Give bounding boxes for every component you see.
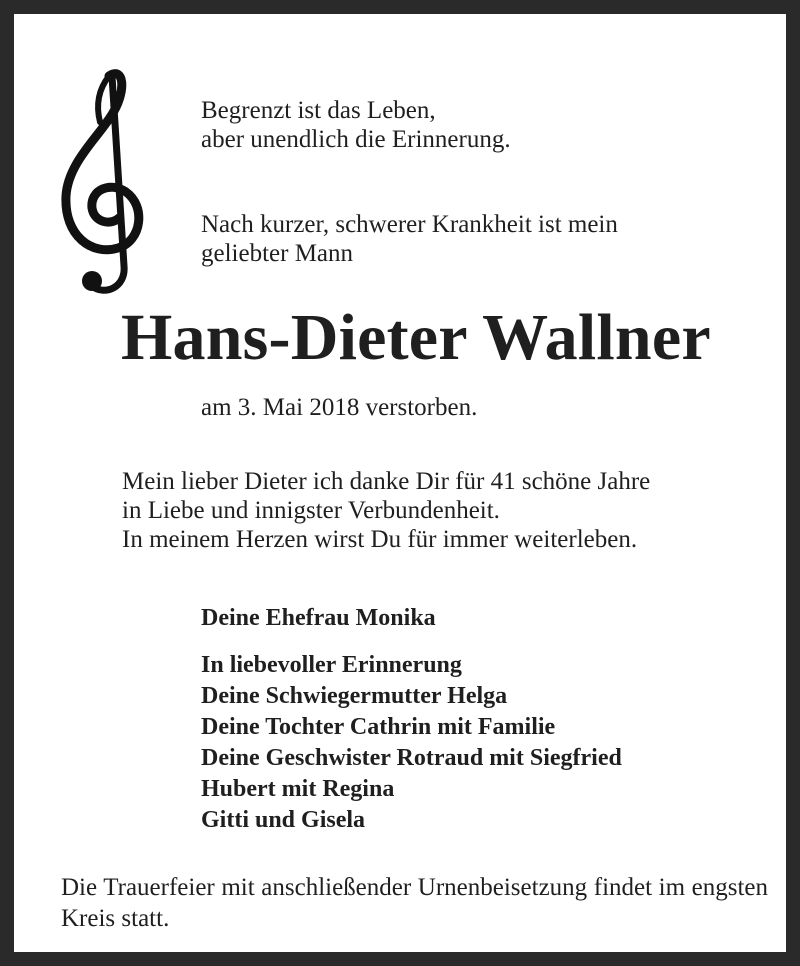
motto-line-1: Begrenzt ist das Leben, xyxy=(201,97,436,124)
mourner-line: Gitti und Gisela xyxy=(201,807,366,833)
motto-line-2: aber unendlich die Erinnerung. xyxy=(201,126,511,153)
message-line-3: In meinem Herzen wirst Du für immer weiterleben. xyxy=(122,526,638,553)
intro-text xyxy=(201,210,618,268)
intro-line-1: Nach kurzer, schwerer Krankheit ist mein xyxy=(201,211,618,238)
treble-clef-icon xyxy=(44,56,154,301)
death-date: am 3. Mai 2018 verstorben. xyxy=(201,394,478,421)
message-line-1: Mein lieber Dieter ich danke Dir für 41 schöne Jahre xyxy=(122,468,651,495)
mourner-line: Deine Schwiegermutter Helga xyxy=(201,683,508,709)
intro-line-2: geliebter Mann xyxy=(201,240,354,267)
mourner-line: Deine Geschwister Rotraud mit Siegfried xyxy=(201,745,622,771)
mourner-line: In liebevoller Erinnerung xyxy=(201,652,462,678)
message-line-2: in Liebe und innigster Verbundenheit. xyxy=(122,497,500,524)
motto xyxy=(201,96,511,154)
deceased-name: Hans-Dieter Wallner xyxy=(121,301,711,374)
mourner-line: Hubert mit Regina xyxy=(201,776,395,802)
mourner-line: Deine Tochter Cathrin mit Familie xyxy=(201,714,556,740)
personal-message xyxy=(122,467,650,554)
mourners-list xyxy=(201,650,622,836)
wife-signature: Deine Ehefrau Monika xyxy=(201,605,436,631)
funeral-notice: Die Trauerfeier mit anschließender Urnenbeisetzung findet im engsten Kreis statt. xyxy=(61,874,768,932)
